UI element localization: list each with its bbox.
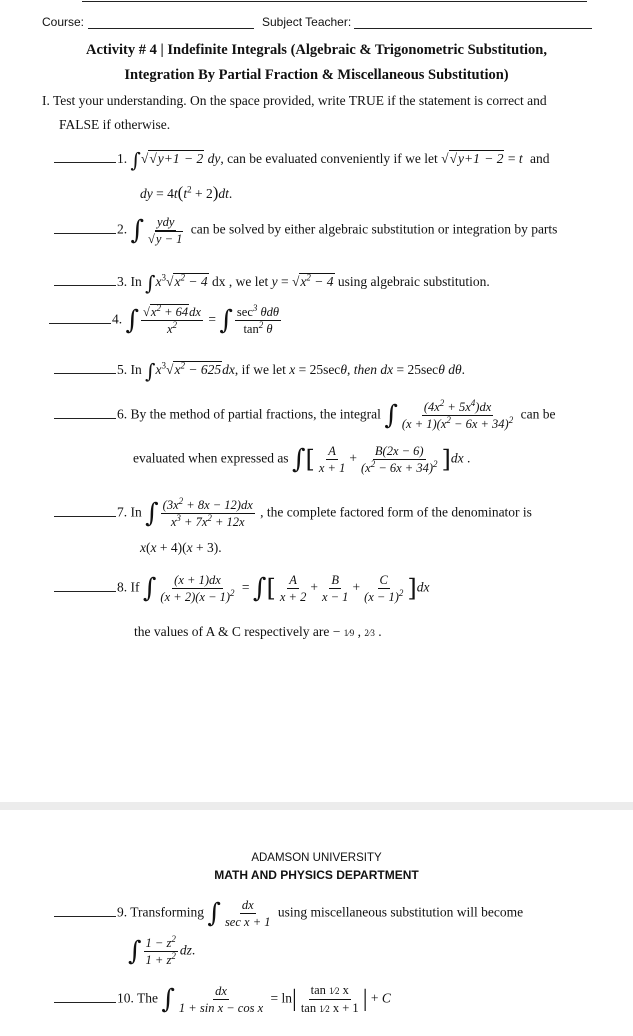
item-3: 3. In $\int x^3√x^2 - 4$ dx , we let $y = √x^2 - 4$ using algebraic substitution. (54, 271, 490, 295)
item-7: 7. In ∫ $\frac{(3x^2 + 8x - 12)dx}{x^3 + 7x^2 + 12x}$ , the complete factored form of the denominator is (54, 498, 532, 529)
answer-blank-2[interactable] (54, 223, 116, 234)
course-field-line[interactable] (88, 28, 254, 29)
item-7-factored-form: x(x + 4)(x + 3). (140, 540, 222, 555)
course-label: Course: (42, 15, 85, 29)
name-field-line[interactable] (82, 1, 587, 2)
instructions-line-2: FALSE if otherwise. (59, 117, 171, 132)
page-separator (0, 802, 633, 810)
answer-blank-3[interactable] (54, 275, 116, 286)
item-1-differential: dy = $4t(t^2 + 2)dt$. (140, 183, 233, 202)
item-10: 10. The ∫ $\frac{dx}{\text{1 + sin x − cos x}}$ = ln| $\frac{\tan 1⁄2 x}{\tan 1⁄2 x + 1}$ | + C (54, 983, 391, 1016)
worksheet-page-2 (0, 810, 633, 1036)
answer-blank-4[interactable] (49, 313, 111, 324)
answer-blank-9[interactable] (54, 906, 116, 917)
instructions-line-1: I. Test your understanding. On the space provided, write TRUE if the statement is correct and (42, 93, 547, 108)
item-8: 8. If ∫ $\frac{(x + 1)dx}{(x + 2)(x - 1)^2}$ = ∫[ $\frac{A}{x + 2}$ + $\frac{B}{x - 1}$ + $\frac{C}{(x - 1)^2}$ ]dx (54, 573, 430, 604)
item-6-expression: evaluated when expressed as ∫[ $\frac{A}{x + 1}$ + $\frac{B(2x - 6)}{(x^2 - 6x + 34)^2}$ ]dx . (133, 444, 471, 475)
item-9-result: ∫ $\frac{1 - z^2}{1 + z^2}$ dz. (128, 933, 196, 967)
item-1: 1. ∫√√y+1 − 2 dy, can be evaluated conveniently if we let √√y+1 − 2 = t and (54, 148, 550, 172)
answer-blank-8[interactable] (54, 581, 116, 592)
answer-blank-10[interactable] (54, 992, 116, 1003)
item-9: 9. Transforming ∫ $\frac{dx}{\text{sec x + 1}}$ using miscellaneous substitution will become (54, 898, 523, 929)
activity-title-line-2: Integration By Partial Fraction & Miscellaneous Substitution) (124, 67, 509, 83)
answer-blank-5[interactable] (54, 363, 116, 374)
item-4: 4. ∫ $\frac{√x^2 + 64dx}{x^2}$ = ∫ $\frac{\sec^3 \theta d\theta}{\tan^2 \theta}$ (49, 305, 283, 336)
answer-blank-6[interactable] (54, 408, 116, 419)
answer-blank-7[interactable] (54, 506, 116, 517)
subject-teacher-field-line[interactable] (354, 28, 592, 29)
activity-title-line-1: Activity # 4 | Indefinite Integrals (Algebraic & Trigonometric Substitution, (86, 42, 547, 58)
subject-teacher-label: Subject Teacher: (262, 15, 352, 29)
item-8-values: the values of A & C respectively are − 1⁄9 , 2⁄3 . (134, 624, 382, 639)
university-name: ADAMSON UNIVERSITY (251, 852, 382, 864)
item-5: 5. In $\int x^3√x^2 - 625dx$, if we let x = 25secθ, then dx = 25secθ dθ. (54, 359, 465, 383)
item-6: 6. By the method of partial fractions, the integral ∫ $\frac{(4x^2 + 5x^4)dx}{(x + 1)(x^2 - 6x + 34)^2}$ can be (54, 400, 555, 431)
department-name: MATH AND PHYSICS DEPARTMENT (214, 868, 419, 882)
answer-blank-1[interactable] (54, 152, 116, 163)
item-1-integral: ∫√√y+1 − 2 dy (130, 148, 221, 172)
item-2: 2. ∫ $\frac{\text{ydy}}{√y - 1}$ can be solved by either algebraic substitution or integration by parts (54, 215, 557, 246)
item-1-substitution: √√y+1 − 2 = t (441, 151, 523, 167)
